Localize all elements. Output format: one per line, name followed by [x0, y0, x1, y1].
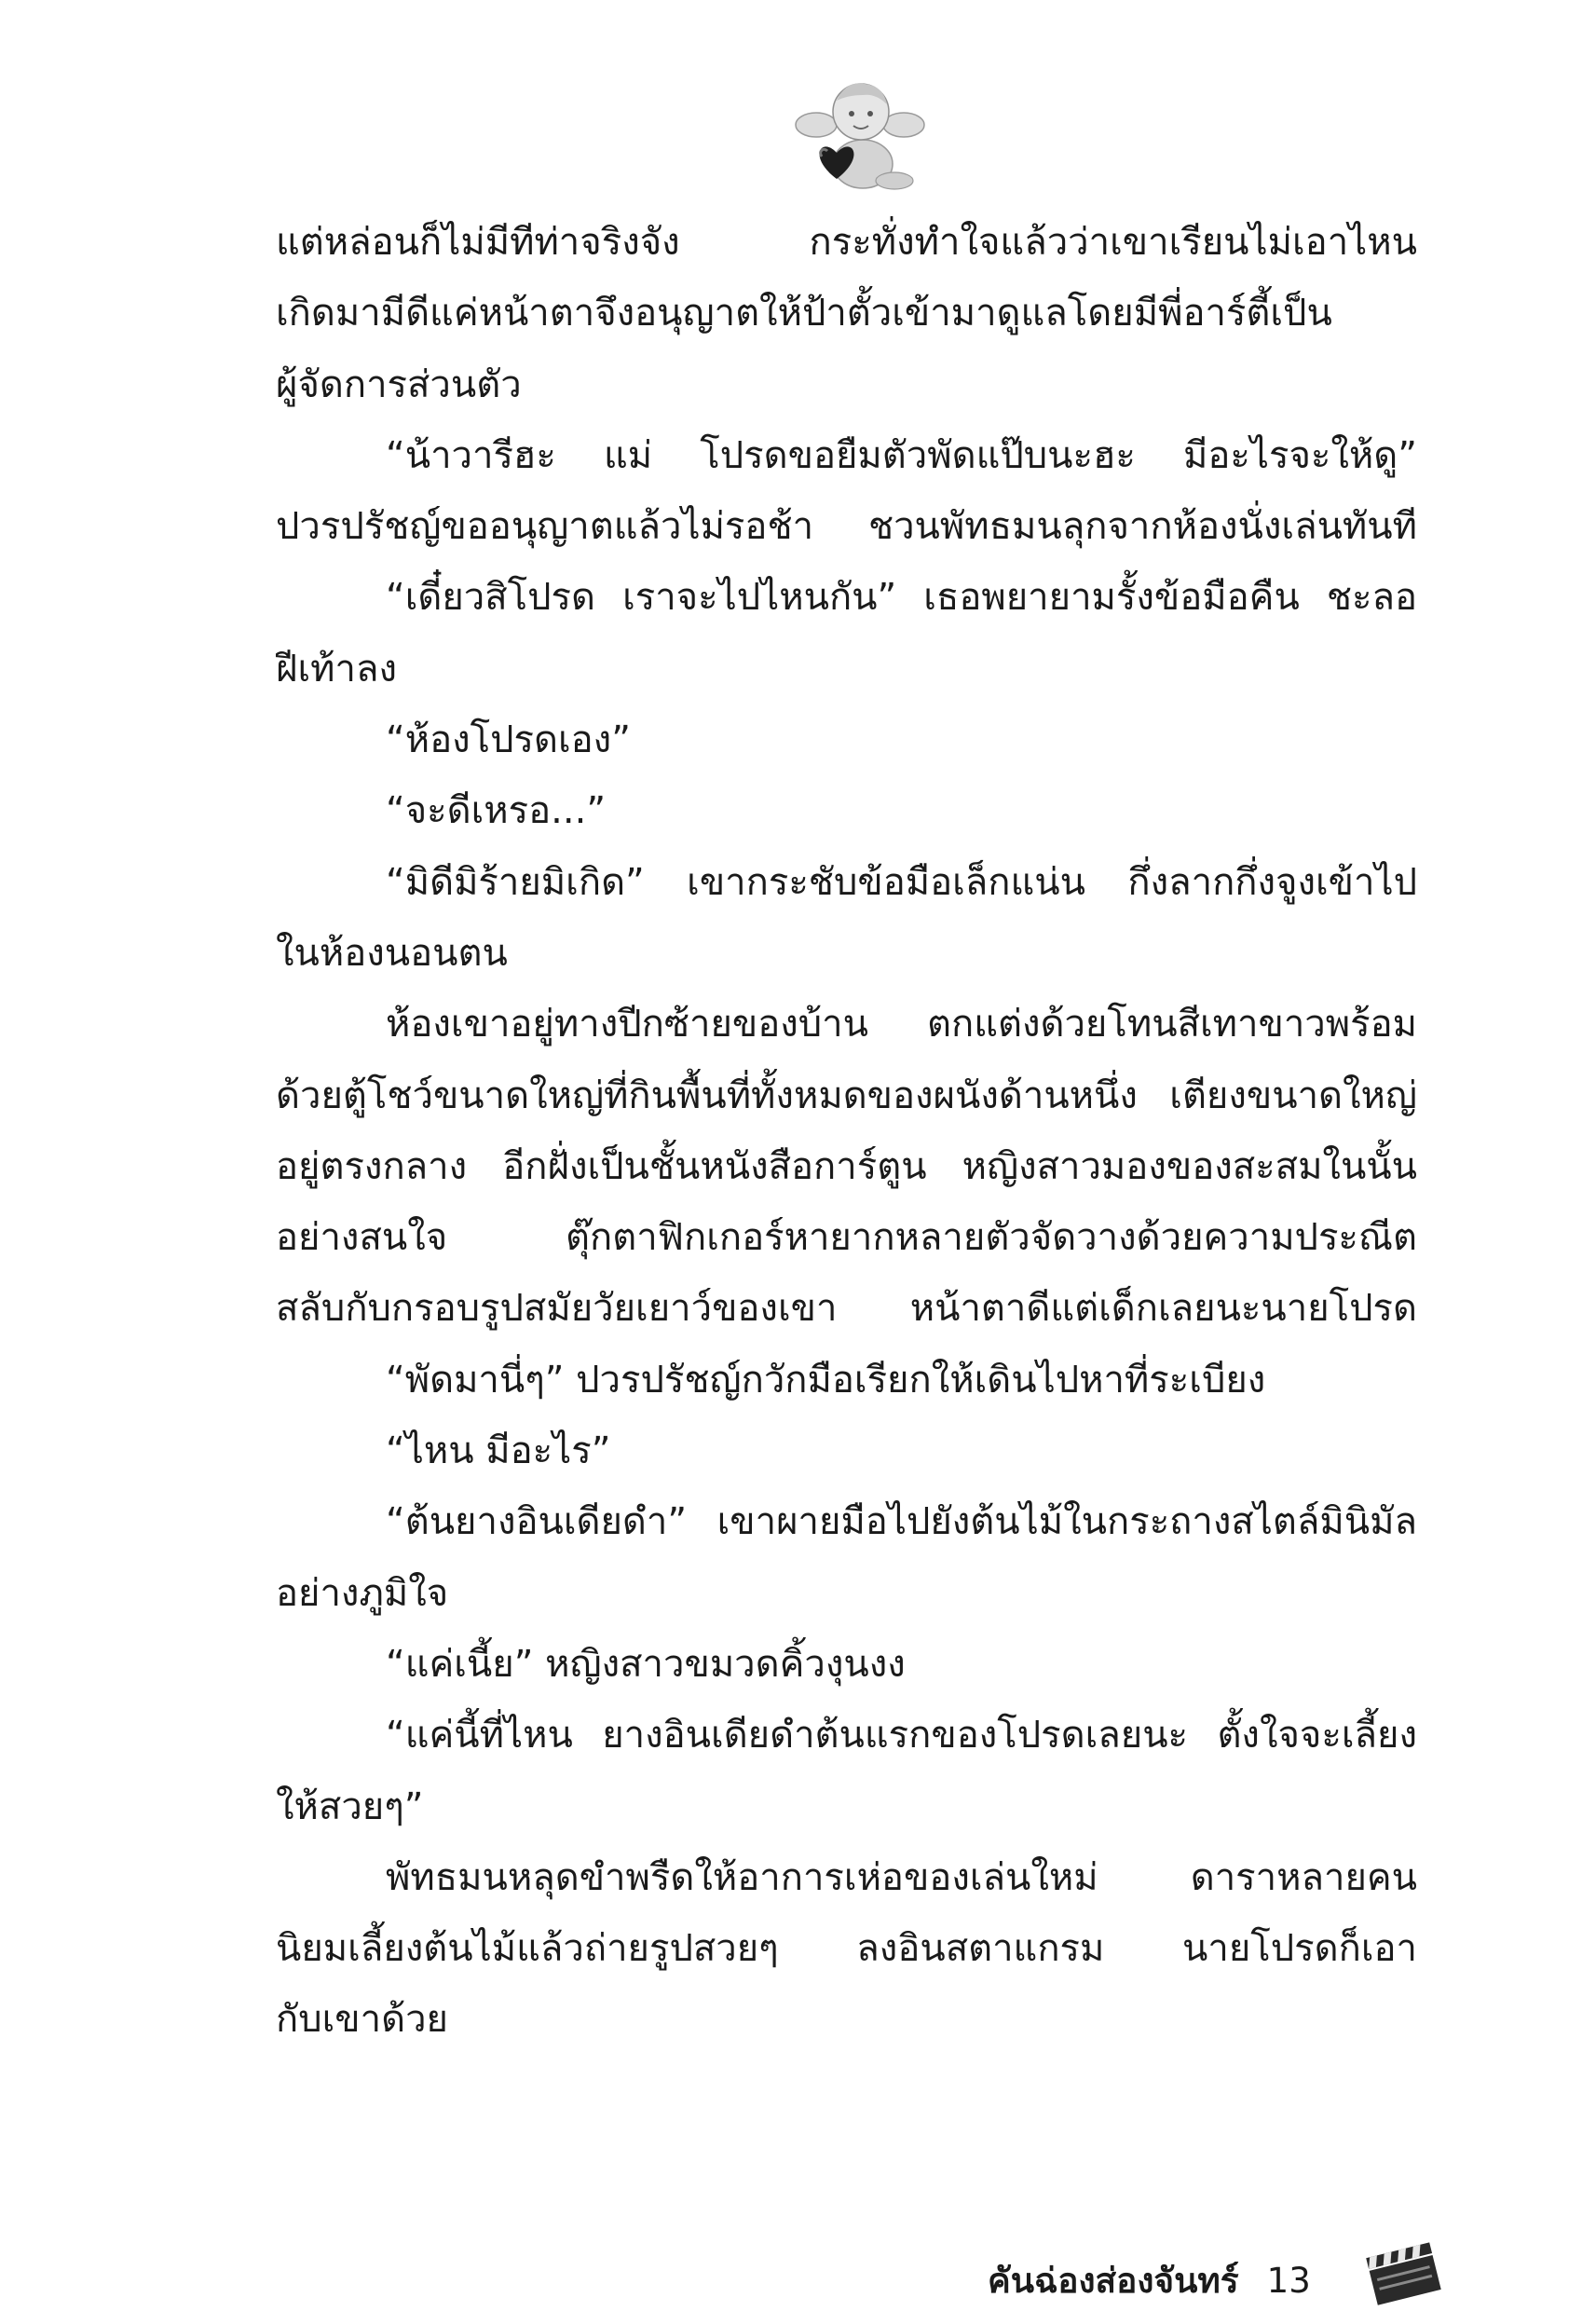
text-line-15: อย่างสนใจ ตุ๊กตาฟิกเกอร์หายากหลายตัวจัดวางด้วยความประณีต [276, 1216, 1417, 1260]
chapter-body-text [276, 207, 1417, 2056]
text-line-24: พัทธมนหลุดขำพรืดให้อาการเห่อของเล่นใหม่ ดาราหลายคน [386, 1855, 1417, 1899]
book-title: คันฉ่องส่องจันทร์ [988, 2261, 1239, 2301]
text-line-11: ในห้องนอนตน [276, 931, 508, 975]
text-line-7: ฝีเท้าลง [276, 647, 397, 691]
text-line-3: ผู้จัดการส่วนตัว [276, 362, 522, 406]
text-line-17: “พัดมานี่ๆ” ปวรปรัชญ์กวักมือเรียกให้เดินไปหาที่ระเบียง [386, 1358, 1266, 1402]
text-line-25: นิยมเลี้ยงต้นไม้แล้วถ่ายรูปสวยๆ ลงอินสตาแกรม นายโปรดก็เอา [276, 1927, 1417, 1971]
text-line-20: อย่างภูมิใจ [276, 1571, 449, 1615]
text-line-21: “แค่เนี้ย” หญิงสาวขมวดคิ้วงุนงง [386, 1642, 906, 1686]
text-line-4: “น้าวารีฮะ แม่ โปรดขอยืมตัวพัดแป๊บนะฮะ มีอะไรจะให้ดู” [386, 433, 1417, 477]
text-line-26: กับเขาด้วย [276, 1998, 448, 2042]
text-line-13: ด้วยตู้โชว์ขนาดใหญ่ที่กินพื้นที่ทั้งหมดของผนังด้านหนึ่ง เตียงขนาดใหญ่ [276, 1073, 1417, 1117]
text-line-23: ให้สวยๆ” [276, 1785, 424, 1828]
text-line-22: “แค่นี้ที่ไหน ยางอินเดียดำต้นแรกของโปรดเลยนะ ตั้งใจจะเลี้ยง [386, 1714, 1417, 1757]
text-line-1: แต่หล่อนก็ไม่มีทีท่าจริงจัง กระทั่งทำใจแล้วว่าเขาเรียนไม่เอาไหน [276, 221, 1417, 264]
text-line-18: “ไหน มีอะไร” [386, 1429, 611, 1473]
text-line-6: “เดี๋ยวสิโปรด เราจะไปไหนกัน” เธอพยายามรั้งข้อมือคืน ชะลอ [386, 576, 1417, 620]
text-line-14: อยู่ตรงกลาง อีกฝั่งเป็นชั้นหนังสือการ์ตูน หญิงสาวมองของสะสมในนั้น [276, 1144, 1417, 1188]
text-line-2: เกิดมามีดีแค่หน้าตาจึงอนุญาตให้ป้าตั้วเข้ามาดูแลโดยมีพี่อาร์ตี้เป็น [276, 292, 1332, 335]
text-line-9: “จะดีเหรอ...” [386, 789, 607, 833]
text-line-12: ห้องเขาอยู่ทางปีกซ้ายของบ้าน ตกแต่งด้วยโทนสีเทาขาวพร้อม [386, 1003, 1417, 1046]
text-line-16: สลับกับกรอบรูปสมัยวัยเยาว์ของเขา หน้าตาดีแต่เด็กเลยนะนายโปรด [276, 1287, 1417, 1331]
text-line-5: ปวรปรัชญ์ขออนุญาตแล้วไม่รอช้า ชวนพัทธมนลุกจากห้องนั่งเล่นทันที [276, 505, 1417, 549]
page-footer [988, 2253, 1311, 2309]
text-line-19: “ต้นยางอินเดียดำ” เขาผายมือไปยังต้นไม้ในกระถางสไตล์มินิมัล [386, 1500, 1417, 1544]
text-line-10: “มิดีมิร้ายมิเกิด” เขากระชับข้อมือเล็กแน่น กึ่งลากกึ่งจูงเข้าไป [386, 860, 1417, 904]
page-number: 13 [1266, 2261, 1311, 2301]
text-line-8: “ห้องโปรดเอง” [386, 718, 631, 762]
cherub-heart-icon [790, 67, 930, 198]
clapperboard-icon [1362, 2231, 1444, 2305]
